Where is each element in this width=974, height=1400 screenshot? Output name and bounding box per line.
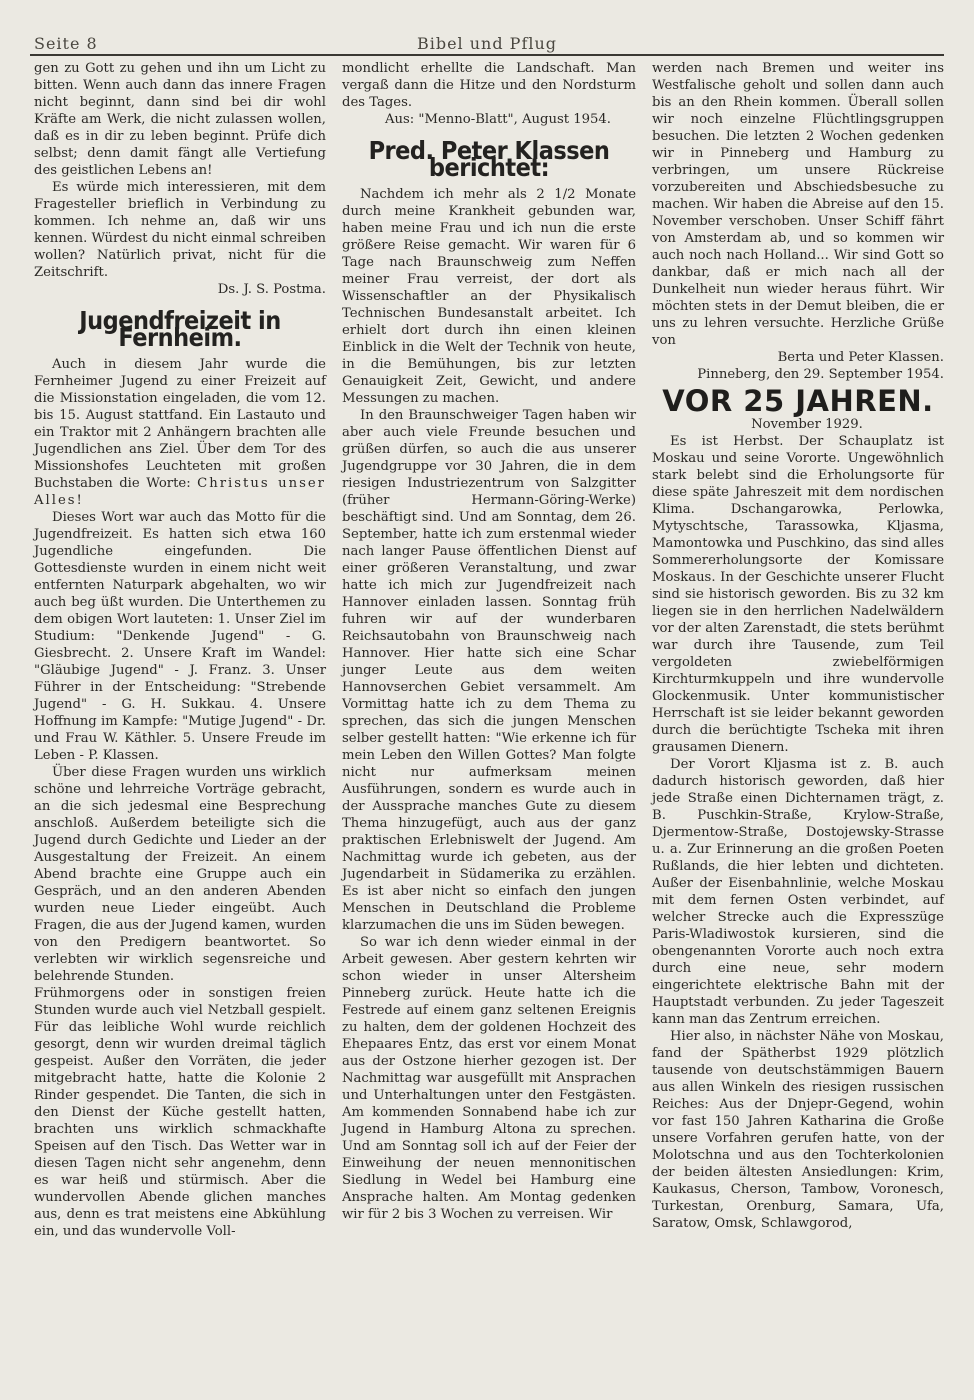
column-1 bbox=[34, 60, 326, 1240]
motto-text: Christus unser Alles! bbox=[34, 476, 326, 508]
paragraph: werden nach Bremen und weiter ins Westfalische geholt und sollen dann auch bis an den Rhein kommen. Überall sollen wir noch einzelne Flüchtlingsgruppen besuchen. Die letzten 2 Wochen gedenken wir in Pinneberg und Hamburg zu verbringen, um unsere Rückreise vorzubereiten und Abschiedsbesuche zu machen. Wir haben die Abreise auf den 15. November verschoben. Unser Schiff fährt von Amsterdam ab, und so kommen wir auch noch nach Holland... Wir sind Gott so dankbar, daß er mich nach all der Dunkelheit nun wieder heraus führt. Wir möchten stets in der Demut bleiben, die er uns zu lehren versuchte. Herzliche Grüße von bbox=[652, 61, 944, 348]
publication-title: Bibel und Pflug bbox=[416, 34, 558, 53]
paragraph: Dieses Wort war auch das Motto für die Jugendfreizeit. Es hatten sich etwa 160 Jugendliche eingefunden. Die Gottesdienste wurden in einem nicht weit entfernten Naturpark abgehalten, wo wir auch beg üßt wurden. Die Unterthemen zu dem obigen Wort lauteten: 1. Unser Ziel im Studium: "Denkende Jugend" - G. Giesbrecht. 2. Unsere Kraft im Wandel: "Gläubige Jugend" - J. Franz. 3. Unser Führer in der Entscheidung: "Strebende Jugend" - G. H. Sukkau. 4. Unsere Hoffnung im Kampfe: "Mutige Jugend" - Dr. und Frau W. Käthler. 5. Unsere Freude im Leben - P. Klassen. bbox=[34, 510, 326, 763]
paragraph: Der Vorort Kljasma ist z. B. auch dadurch historisch geworden, daß hier jede Straße einen Dichternamen trägt, z. B. Puschkin-Straße, Krylow-Straße, Djermentow-Straße, Dostojewsky-Strasse u. a. Zur Erinnerung an die großen Poeten Rußlands, die hier lebten und dichteten. Außer der Eisenbahnlinie, welche Moskau mit dem fernen Osten verbindet, auf welcher Strecke auch die Expresszüge Paris-Wladiwostok kursieren, sind die obengenannten Vororte auch noch extra durch eine neue, sehr modern eingerichtete elektrische Bahn mit der Hauptstadt verbunden. Zu jeder Tageszeit kann man das Zentrum erreichen. bbox=[652, 757, 944, 1027]
column-2 bbox=[342, 60, 636, 1223]
article-date: November 1929. bbox=[751, 417, 863, 432]
paragraph: In den Braunschweiger Tagen haben wir aber auch viele Freunde besuchen und grüßen dürfen, so auch die aus unserer Jugendgruppe vor 30 Jahren, die in dem riesigen Industriezentrum von Salzgitter (früher Hermann-Göring-Werke) beschäftigt sind. Und am Sonntag, dem 26. September, hatte ich zum erstenmal wieder nach langer Pause öffentlichen Dienst auf einer größeren Veranstaltung, und zwar hatte ich mich zur Jugendfreizeit nach Hannover einladen lassen. Sonntag früh fuhren wir auf der wunderbaren Reichsautobahn von Braunschweig nach Hannover. Hier hatte sich eine Schar junger Leute aus dem weiten Hannovserchen Gebiet versammelt. Am Vormittag hatte ich zu dem Thema zu sprechen, das sich die jungen Menschen selber gestellt hatten: "Wie erkenne ich für mein Leben den Willen Gottes? Man folgte nicht nur aufmerksam meinen Ausführungen, sondern es wurde auch in der Aussprache manches Gute zu diesem Thema hinzugefügt, auch aus der ganz praktischen Erlebniswelt der Jugend. Am Nachmittag wurde ich gebeten, aus der Jugendarbeit in Südamerika zu erzählen. Es ist aber nicht so einfach den jungen Menschen in Deutschland die Probleme klarzumachen die uns im Süden bewegen. bbox=[342, 408, 636, 933]
paragraph: So war ich denn wieder einmal in der Arbeit gewesen. Aber gestern kehrten wir schon wieder in unser Altersheim Pinneberg zurück. Heute hatte ich die Festrede auf einem ganz seltenen Ereignis zu halten, dem der goldenen Hochzeit des Ehepaares Entz, das erst vor einem Monat aus der Ostzone hierher gezogen ist. Der Nachmittag war ausgefüllt mit Ansprachen und Unterhaltungen unter den Festgästen. Am kommenden Sonnabend habe ich zur Jugend in Hamburg Altona zu sprechen. Und am Sonntag soll ich auf der Feier der Einweihung der neuen mennonitischen Siedlung in Wedel bei Hamburg eine Ansprache halten. Am Montag gedenken wir für 2 bis 3 Wochen zu verreisen. Wir bbox=[342, 935, 636, 1222]
article-heading: Jugendfreizeit in Fernheim. bbox=[79, 306, 281, 352]
paragraph: gen zu Gott zu gehen und ihn um Licht zu bitten. Wenn auch dann das innere Fragen nicht beginnt, dann sind bei dir wohl Kräfte am Werk, die nicht zulassen wollen, daß es in dir zu leben beginnt. Prüfe dich selbst; denn damit fängt alle Vertiefung des geistlichen Lebens an! bbox=[34, 61, 326, 178]
paragraph: Hier also, in nächster Nähe von Moskau, fand der Spätherbst 1929 plötzlich tausende von deutschstämmigen Bauern aus allen Winkeln des riesigen russischen Reiches: Aus der Dnjepr-Gegend, wohin vor fast 150 Jahren Katharina die Große unsere Vorfahren gerufen hatte, von der Molotschna und aus den Tochterkolonien der beiden ältesten Ansiedlungen: Krim, Kaukasus, Cherson, Tambow, Voronesch, Turkestan, Orenburg, Samara, Ufa, Saratow, Omsk, Schlawgorod, bbox=[652, 1029, 944, 1231]
page-header bbox=[30, 30, 944, 56]
paragraph: Es würde mich interessieren, mit dem Fragesteller brieflich in Verbindung zu kommen. Ich nehme an, daß wir uns kennen. Würdest du nicht einmal schreiben wollen? Natürlich privat, nicht für die Zeitschrift. bbox=[34, 180, 326, 280]
page-number: Seite 8 bbox=[34, 34, 98, 53]
paragraph: Nachdem ich mehr als 2 1/2 Monate durch meine Krankheit gebunden war, haben meine Frau und ich nun die erste größere Reise gemacht. Wir waren für 6 Tage nach Braunschweig zum Neffen meiner Frau verreist, der dort als Wissenschaftler an der Physikalisch Technischen Bundesanstalt arbeitet. Ich erhielt dort durch ihn einen kleinen Einblick in die Welt der Technik von heute, in die Bemühungen, bis zur letzten Genauigkeit Zeit, Gewicht, und andere Messungen zu machen. bbox=[342, 187, 636, 406]
paragraph-text: Auch in diesem Jahr wurde die Fernheimer Jugend zu einer Freizeit auf die Missionstation eingeladen, die vom 12. bis 15. August stattfand. Ein Lastauto und ein Traktor mit 2 Anhängern brachten alle Jugendlichen ans Ziel. Über dem Tor des Missionshofes Leuchteten mit großen Buchstaben die Worte: bbox=[34, 357, 326, 491]
column-3 bbox=[652, 60, 944, 1232]
source-line: Aus: "Menno-Blatt", August 1954. bbox=[385, 112, 611, 127]
paragraph: mondlicht erhellte die Landschaft. Man vergaß dann die Hitze und den Nordsturm des Tages. bbox=[342, 61, 636, 110]
paragraph bbox=[34, 356, 326, 509]
place-date: Pinneberg, den 29. September 1954. bbox=[697, 367, 944, 382]
article-heading: VOR 25 JAHREN. bbox=[662, 384, 934, 418]
paragraph: Es ist Herbst. Der Schauplatz ist Moskau und seine Vororte. Ungewöhnlich stark belebt sind die Erholungsorte für diese späte Jahreszeit mit dem nordischen Klima. Dschangarowka, Perlowka, Mytyschtsche, Tarassowka, Kljasma, Mamontowka und Puschkino, das sind alles Sommererholungsorte der Komissare Moskaus. In der Geschichte unserer Flucht sind sie historisch geworden. Bis zu 32 km liegen sie in den herrlichen Nadelwäldern vor der alten Zarenstadt, die stets berühmt war durch ihre Tausende, zum Teil vergoldeten zwiebelförmigen Kirchturmkuppeln und ihre wundervolle Glockenmusik. Unter kommunistischer Herrschaft ist sie leider bekannt geworden durch die berüchtigte Tscheka mit ihren grausamen Dienern. bbox=[652, 434, 944, 755]
signature: Berta und Peter Klassen. bbox=[777, 350, 944, 365]
signature: Ds. J. S. Postma. bbox=[217, 282, 326, 297]
paragraph: Frühmorgens oder in sonstigen freien Stunden wurde auch viel Netzball gespielt. Für das leibliche Wohl wurde reichlich gesorgt, denn wir wurden dreimal täglich gespeist. Außer den Vorräten, die jeder mitgebracht hatte, hatte die Kolonie 2 Rinder gespendet. Die Tanten, die sich in den Dienst der Küche gestellt hatten, brachten uns wirklich schmackhafte Speisen auf den Tisch. Das Wetter war in diesen Tagen nicht sehr angenehm, denn es war heiß und stürmisch. Aber die wundervollen Abende glichen manches aus, denn es trat meistens eine Abkühlung ein, und das wundervolle Voll- bbox=[34, 986, 326, 1239]
paragraph: Über diese Fragen wurden uns wirklich schöne und lehrreiche Vorträge gebracht, an die sich jedesmal eine Besprechung anschloß. Außerdem beteiligte sich die Jugend durch Gedichte und Lieder an der Ausgestaltung der Freizeit. An einem Abend brachte eine Gruppe auch ein Gespräch, und an den anderen Abenden wurden neue Lieder eingeübt. Auch Fragen, die aus der Jugend kamen, wurden von den Predigern beantwortet. So verlebten wir wirklich segensreiche und belehrende Stunden. bbox=[34, 765, 326, 984]
article-heading: Pred. Peter Klassen berichtet: bbox=[368, 136, 610, 182]
